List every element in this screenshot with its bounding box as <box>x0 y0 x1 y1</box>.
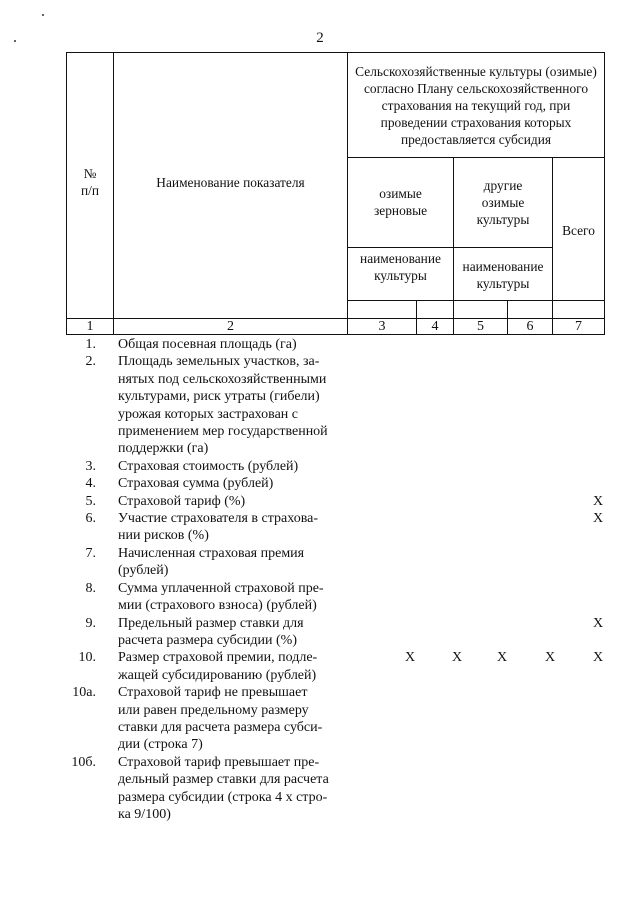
row-number: 5. <box>85 493 96 509</box>
cell-mark: X <box>592 511 604 527</box>
row-label-line: Общая посевная площадь (га) <box>118 337 297 352</box>
row-label <box>118 615 358 650</box>
row-marks <box>348 684 605 701</box>
row-marks <box>348 615 605 632</box>
row-marks <box>348 510 605 527</box>
row-label-line: дельный размер ставки для расчета <box>118 772 329 788</box>
row-label-line: Начисленная страховая премия <box>118 545 305 561</box>
header-group-title: Сельскохозяйственные культуры (озимые) согласно Плану сельскохозяйственного страхования на текущий год, при проведении страхования которых предоставляется субсидия <box>355 63 597 147</box>
row-label <box>118 475 358 492</box>
row-number: 10а. <box>72 685 96 701</box>
row-label <box>118 510 358 545</box>
row-label-line: жащей субсидированию (рублей) <box>118 667 317 683</box>
row-label-line: ставки для расчета размера субси- <box>118 719 323 735</box>
row-label <box>118 545 358 580</box>
row-number: 2. <box>85 354 96 370</box>
row-label <box>118 649 358 684</box>
page-number: 2 <box>316 30 324 46</box>
table-row <box>66 353 605 457</box>
row-label-line: Размер страховой премии, подле- <box>118 650 318 666</box>
row-marks <box>348 475 605 492</box>
header-col-name: Наименование показателя <box>156 174 305 190</box>
row-label <box>118 493 358 510</box>
row-label <box>118 754 358 824</box>
row-marks <box>348 545 605 562</box>
table-row <box>66 649 605 684</box>
column-number: 1 <box>86 319 94 334</box>
row-label-line: культурами, риск утраты (гибели) <box>118 389 320 405</box>
table-row <box>66 684 605 754</box>
header-crop-name-1: наименование культуры <box>360 251 441 283</box>
row-label-line: Страховая сумма (рублей) <box>118 476 274 492</box>
row-label <box>118 336 358 353</box>
row-label-line: Площадь земельных участков, за- <box>118 354 320 370</box>
table-row <box>66 510 605 545</box>
cell-mark: X <box>592 493 604 509</box>
row-label-line: мии (страхового взноса) (рублей) <box>118 598 317 614</box>
row-number: 10б. <box>71 754 96 770</box>
row-number: 7. <box>85 545 96 561</box>
row-marks <box>348 580 605 597</box>
row-label-line: применением мер государственной <box>118 424 328 440</box>
header-other-winter: другие озимые культуры <box>476 177 530 227</box>
row-label-line: нии рисков (%) <box>118 528 209 544</box>
row-marks <box>348 754 605 771</box>
table-row <box>66 545 605 580</box>
column-number: 6 <box>526 319 534 334</box>
row-label-line: Страховой тариф превышает пре- <box>118 754 320 770</box>
column-number: 5 <box>477 319 484 334</box>
cell-mark: X <box>544 650 556 666</box>
row-label-line: ка 9/100) <box>118 806 171 822</box>
table-row <box>66 493 605 510</box>
header-crop-name-2: наименование культуры <box>462 259 544 291</box>
row-label-line: нятых под сельскохозяйственными <box>118 371 327 387</box>
row-marks <box>348 493 605 510</box>
row-label-line: Участие страхователя в страхова- <box>118 511 319 527</box>
cell-mark: X <box>592 650 604 666</box>
row-number: 10. <box>78 650 96 666</box>
cell-mark: X <box>451 650 463 666</box>
row-number: 6. <box>85 511 96 527</box>
row-label-line: Предельный размер ставки для <box>118 615 304 631</box>
row-number: 3. <box>85 458 96 474</box>
row-label <box>118 684 358 754</box>
header-winter-grain: озимые зерновые <box>373 186 428 218</box>
header-col-num: № п/п <box>80 166 100 198</box>
column-number: 4 <box>431 319 439 334</box>
row-label-line: (рублей) <box>118 563 169 579</box>
table-row <box>66 615 605 650</box>
table-row <box>66 580 605 615</box>
table-row <box>66 458 605 475</box>
row-marks <box>348 336 605 353</box>
table-header <box>66 52 605 335</box>
row-label-line: Страховая стоимость (рублей) <box>118 458 299 474</box>
row-number: 1. <box>85 337 96 352</box>
table-row <box>66 754 605 824</box>
row-label-line: урожая которых застрахован с <box>118 406 298 422</box>
row-label <box>118 353 358 457</box>
column-number: 3 <box>378 319 386 334</box>
cell-mark: X <box>592 615 604 631</box>
row-number: 4. <box>85 476 96 492</box>
row-label-line: дии (строка 7) <box>118 737 203 753</box>
row-label-line: или равен предельному размеру <box>118 702 309 718</box>
row-marks <box>348 353 605 370</box>
row-label-line: Сумма уплаченной страховой пре- <box>118 580 324 596</box>
scan-speck <box>42 14 44 16</box>
row-marks <box>348 458 605 475</box>
row-label-line: размера субсидии (строка 4 х стро- <box>118 789 328 805</box>
column-number: 7 <box>575 319 582 334</box>
row-marks <box>348 649 605 666</box>
row-label <box>118 458 358 475</box>
row-label-line: расчета размера субсидии (%) <box>118 632 298 648</box>
cell-mark: X <box>496 650 508 666</box>
header-total: Всего <box>562 222 595 238</box>
cell-mark: X <box>404 650 416 666</box>
row-number: 9. <box>85 615 96 631</box>
row-label-line: Страховой тариф (%) <box>118 493 246 509</box>
column-number: 2 <box>227 319 234 334</box>
row-label-line: Страховой тариф не превышает <box>118 685 308 701</box>
row-number: 8. <box>85 580 96 596</box>
table-body <box>66 336 605 823</box>
table-row <box>66 336 605 353</box>
row-label-line: поддержки (га) <box>118 441 209 457</box>
table-row <box>66 475 605 492</box>
row-label <box>118 580 358 615</box>
